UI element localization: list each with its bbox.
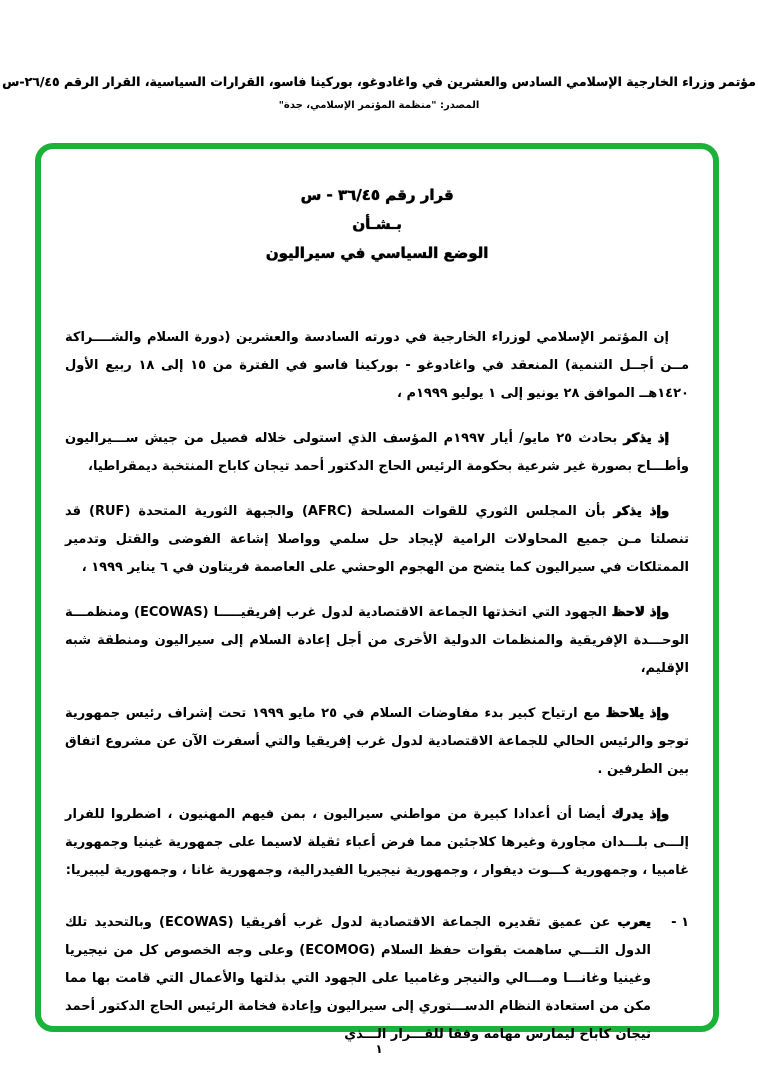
item-text bbox=[65, 909, 651, 1049]
item-lead: يعرب bbox=[617, 915, 651, 930]
resolution-title-block bbox=[65, 181, 689, 268]
item-number-marker: ١ - bbox=[671, 915, 689, 930]
paragraph-text: بحادث ٢٥ مايو/ أيار ١٩٩٧م المؤسف الذي استولى خلاله فصيل من جيش ســـيراليون وأطـــاح بصورة غير شرعية بحكومة الرئيس الحاج الدكتور أحمد تيجان كاباح المنتخبة ديمقراطيا، bbox=[65, 431, 689, 474]
body-paragraph bbox=[65, 801, 689, 885]
body-paragraph bbox=[65, 700, 689, 784]
paragraph-text: الجهود التي اتخذتها الجماعة الاقتصادية لدول غرب إفريقيـــــا (ECOWAS) ومنظمـــة الوحـــدة الإفريقية والمنظمات الدولية الأخرى من أجل إعادة السلام إلى سيراليون ومنطقة شبه الإقليم، bbox=[65, 605, 689, 676]
source-attribution: المصدر: "منظمة المؤتمر الإسلامي، جدة" bbox=[278, 100, 480, 111]
body-paragraph bbox=[65, 425, 689, 481]
paragraph-text: بأن المجلس الثوري للقوات المسلحة (AFRC) والجبهة الثورية المتحدة (RUF) قد تنصلتا مـن جميع المحاولات الرامية لإيجاد حل سلمي وواصلا إشاعة الفوضى والقتل وتدمير الممتلكات في سيراليون كما يتضح من الهجوم الوحشي على العاصمة فريتاون في ٦ يناير ١٩٩٩ ، bbox=[65, 504, 689, 575]
resolution-frame bbox=[35, 143, 719, 1042]
paragraph-lead: وإذ يلاحظ bbox=[606, 706, 669, 721]
paragraph-lead: إذ يذكر bbox=[623, 431, 669, 446]
paragraph-lead: وإذ يدرك bbox=[611, 807, 670, 822]
body-paragraph bbox=[65, 498, 689, 582]
paragraph-text: إن المؤتمر الإسلامي لوزراء الخارجية في دورته السادسة والعشرين (دورة السلام والشــــراكة مــن أجــل التنمية) المنعقد في واغادوغو - بوركينا فاسو في الفترة من ١٥ إلى ١٨ ربيع الأول ١٤٢٠هــ الموافق ٢٨ يونيو إلى ١ يوليو ١٩٩٩م ، bbox=[65, 330, 689, 401]
resolution-regarding: بـشـأن bbox=[352, 215, 402, 233]
item-body-text: عن عميق تقديره الجماعة الاقتصادية لدول غرب أفريقيا (ECOWAS) وبالتحديد تلك الدول التـــي ساهمت بقوات حفظ السلام (ECOMOG) وعلى وجه الخصوص كل من نيجيريا وغينيا وغانـــا ومـــالي والنيجر وغامبيا على الجهود التي بذلتها والأعمال التي قامت بها مما مكن من استعادة النظام الدســـتوري إلى سيراليون وإعادة فخامة الرئيس الحاج الدكتور أحمد تيجان كاباح ليمارس مهامه وفقا للقـــرار الـــذي bbox=[65, 915, 651, 1042]
document-source-header bbox=[0, 74, 758, 111]
numbered-operative-item bbox=[65, 909, 689, 1049]
resolution-number-title: قرار رقم ٣٦/٤٥ - س bbox=[300, 186, 454, 204]
page-number: ١ bbox=[375, 1042, 383, 1056]
paragraph-lead: وإذ يذكر bbox=[613, 504, 669, 519]
resolution-subject: الوضع السياسي في سيراليون bbox=[265, 244, 489, 262]
paragraph-text: أيضا أن أعدادا كبيرة من مواطني سيراليون ، بمن فيهم المهنيون ، اضطروا للفرار إلـــى بلـــدان مجاورة وغيرها كلاجئين مما فرض أعباء ثقيلة لاسيما على جمهورية غينيا وجمهورية غامبيا ، وجمهورية كـــوت ديفوار ، وجمهورية نيجيريا الفيدرالية، وجمهورية غانا ، وجمهورية ليبيريا: bbox=[65, 807, 689, 878]
preamble-paragraph bbox=[65, 324, 689, 408]
paragraph-text: مع ارتياح كبير بدء مفاوضات السلام في ٢٥ مايو ١٩٩٩ تحت إشراف رئيس جمهورية توجو والرئيس الحالي للجماعة الاقتصادية لدول غرب إفريقيا والتي أسفرت الآن عن مشروع اتفاق بين الطرفين . bbox=[65, 706, 689, 777]
source-line: مؤتمر وزراء الخارجية الإسلامي السادس والعشرين في واغادوغو، بوركينا فاسو، القرارات السياسية، القرار الرقم ٢٦/٤٥-س bbox=[2, 74, 756, 89]
paragraph-lead: وإذ لاحظ bbox=[611, 605, 669, 620]
body-paragraph bbox=[65, 599, 689, 683]
